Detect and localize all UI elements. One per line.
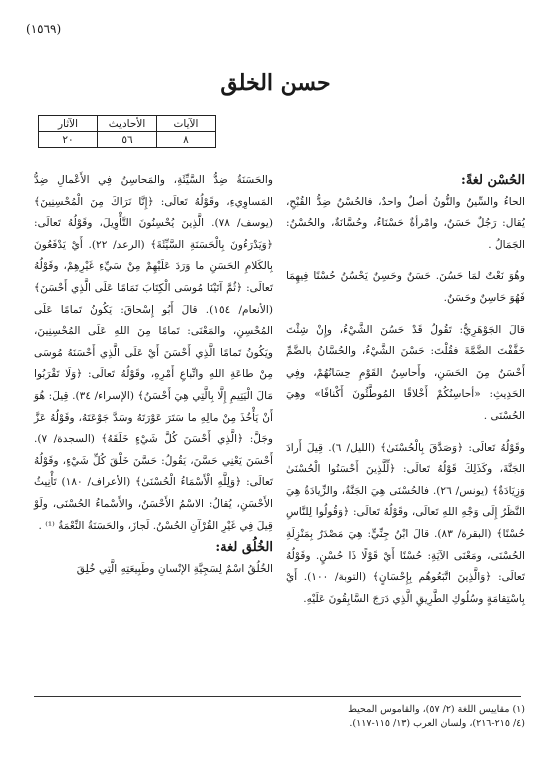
footnote-line: (١) مقاييس اللغة (٢/ ٥٧)، والقاموس المحيط: [348, 704, 525, 715]
stats-header-row: [39, 116, 216, 132]
stats-value-ayat: ٨: [157, 132, 216, 148]
page-number: (١٥٦٩): [26, 22, 62, 36]
left-column: [34, 170, 273, 580]
footnote-line: (٤/ ٢١٥-٢١٦)، ولسان العرب (١٣/ ١١٥-١١٧).: [349, 718, 525, 729]
section-heading-khuluq: الخُلُق لغة:: [215, 540, 273, 556]
right-column: [286, 170, 525, 610]
paragraph: والحَسَنَةُ ضِدُّ السَّيِّئَةِ، والمَحاسِنُ فِي الأَعْمالِ ضِدُّ المَساوِيءِ، وقَوْلُهُ تَعالَى: ﴿إِنَّا نَرَاكَ مِنَ الْمُحْسِنِينَ﴾ (يوسف/ ٧٨). الَّذِينَ يُحْسِنُونَ التَّأْوِيلَ، وقَوْلُهُ تَعالَى: ﴿وَيَدْرَءُونَ بِالْحَسَنَةِ السَّيِّئَةَ﴾ (الرعد/ ٢٢). أَيْ يَدْفَعُونَ بِالكَلامِ الحَسَنِ ما وَرَدَ عَلَيْهِمْ مِنْ سَيِّءِ غَيْرِهِمْ، وقَوْلُهُ تَعالَى: ﴿ثُمَّ آتَيْنَا مُوسَى الْكِتَابَ تَمَامًا عَلَى الَّذِي أَحْسَنَ﴾ (الأنعام/ ١٥٤). قالَ أَبُو إِسْحاقَ: يَكُونُ تَمامًا عَلَى المُحْسِنِ، والمَعْنَى: تَمامًا مِنَ اللهِ عَلَى المُحْسِنِينَ، ويَكُونُ تَمامًا الَّذِي أَحْسَنَ أَيْ عَلَى الَّذِي أَحْسَنَهُ مُوسَى مِنْ طاعَةِ اللهِ واتِّباعِ أَمْرِهِ، وقَوْلُهُ تَعالَى: ﴿وَلَا تَقْرَبُوا مَالَ الْيَتِيمِ إِلَّا بِالَّتِي هِيَ أَحْسَنُ﴾ (الإسراء/ ٣٤). قِيلَ: هُوَ أَنْ يَأْخُذَ مِنْ مالِهِ ما سَتَرَ عَوْرَتَهُ وسَدَّ جَوْعَتَهُ، وقَوْلُهُ عَزَّ وجَلَّ: ﴿الَّذِي أَحْسَنَ كُلَّ شَيْءٍ خَلَقَهُ﴾ (السجدة/ ٧). أَحْسَنَ يَعْنِي حَسَّنَ، يَقُولُ: حَسَّنَ خَلْقَ كُلِّ شَيْءٍ، وقَوْلُهُ تَعالَى: ﴿وَلِلَّهِ الْأَسْمَاءُ الْحُسْنَىٰ﴾ (الأعراف/ ١٨٠) تَأْنِيثُ الأَحْسَنِ، يُقالُ: الاسْمُ الأَحْسَنُ، والأَسْماءُ الحُسْنَى، ولَوْ قِيلَ فِي غَيْرِ القُرْآنِ الحُسْنُ. لَجازَ، والحَسَنَةُ النِّعْمَةُ ⁽¹⁾ .: [34, 174, 273, 532]
stats-value-row: [39, 132, 216, 148]
footnote: [45, 703, 525, 731]
page-title: حسن الخلق: [220, 70, 331, 96]
section-heading-husn: الحُسْن لغةً:: [461, 173, 525, 188]
paragraph: الحاءُ والسِّينُ والنُّونُ أصلٌ واحدٌ، فالحُسْنُ ضِدُّ القُبْحِ، يُقال: رَجُلٌ حَسَنٌ، وامْرأةٌ حَسْنَاءُ، وحُسَّانَةٌ، والحُسْنُ: الجَمَالُ .: [286, 195, 525, 251]
stats-table: [38, 115, 216, 148]
paragraph: قالَ الجَوْهَرِيُّ: تَقُولُ قَدْ حَسُنَ الشَّيْءُ، وإِنْ شِئْتَ خَفَّفْتَ الضَّمَّةَ فقُلْتَ: حَسْنَ الشَّيْءُ، والحُسَّانُ بالضَّمِّ أَحْسَنُ مِنَ الحَسَنِ، وأَحاسِنُ القَوْمِ حِسَانُهُمْ، وفِي الحَدِيثِ: «أحاسِنُكُمْ أَخْلاقًا المُوطَّئُونَ أَكْنافًا» وهِيَ الحُسْنَى .: [286, 323, 525, 422]
footnote-divider: [34, 696, 521, 697]
paragraph: وقَوْلُهُ تَعالَى: ﴿وَصَدَّقَ بِالْحُسْنَىٰ﴾ (الليل/ ٦). قِيلَ أَرادَ الجَنَّةَ، وكَذَلِكَ قَوْلُهُ تَعالَى: ﴿لِّلَّذِينَ أَحْسَنُوا الْحُسْنَىٰ وَزِيَادَةٌ﴾ (يونس/ ٢٦). فالحُسْنَى هِيَ الجَنَّةُ، والزِّيادَةُ هِيَ النَّظَرُ إِلَى وَجْهِ اللهِ تَعالَى، وقَوْلُهُ تَعالَى: ﴿وَقُولُوا لِلنَّاسِ حُسْنًا﴾ (البقرة/ ٨٣). قالَ ابْنُ جِنِّيٍّ: هِيَ مَصْدَرٌ بِمَنْزِلَةِ الحُسْنَى، ومَعْنَى الآيَةِ: حُسْنًا أَيْ قَوْلًا ذَا حُسْنٍ. وقَوْلُهُ تَعالَى: ﴿وَالَّذِينَ اتَّبَعُوهُم بِإِحْسَانٍ﴾ (التوبة/ ١٠٠). أَيْ بِاسْتِقامَةٍ وسُلُوكِ الطَّرِيقِ الَّذِي دَرَجَ السَّابِقُونَ عَلَيْهِ.: [286, 441, 525, 605]
stats-header-athar: الآثار: [39, 116, 98, 132]
paragraph: وهُوَ نَعْتٌ لمَا حَسُنَ. حَسَنٌ وحَسِنٌ يَحْسُنُ حُسْنًا فِيهِمَا فَهُوَ حَاسِنٌ وحَسَنٌ.: [286, 270, 525, 304]
stats-header-ayat: الآيات: [157, 116, 216, 132]
stats-value-ahadith: ٥٦: [98, 132, 157, 148]
stats-header-ahadith: الأحاديث: [98, 116, 157, 132]
paragraph: الخُلُقُ اسْمٌ لِسَجِيَّةِ الإنْسانِ وطَبِيعَتِهِ الَّتِي خُلِقَ: [76, 562, 273, 575]
stats-value-athar: ٢٠: [39, 132, 98, 148]
